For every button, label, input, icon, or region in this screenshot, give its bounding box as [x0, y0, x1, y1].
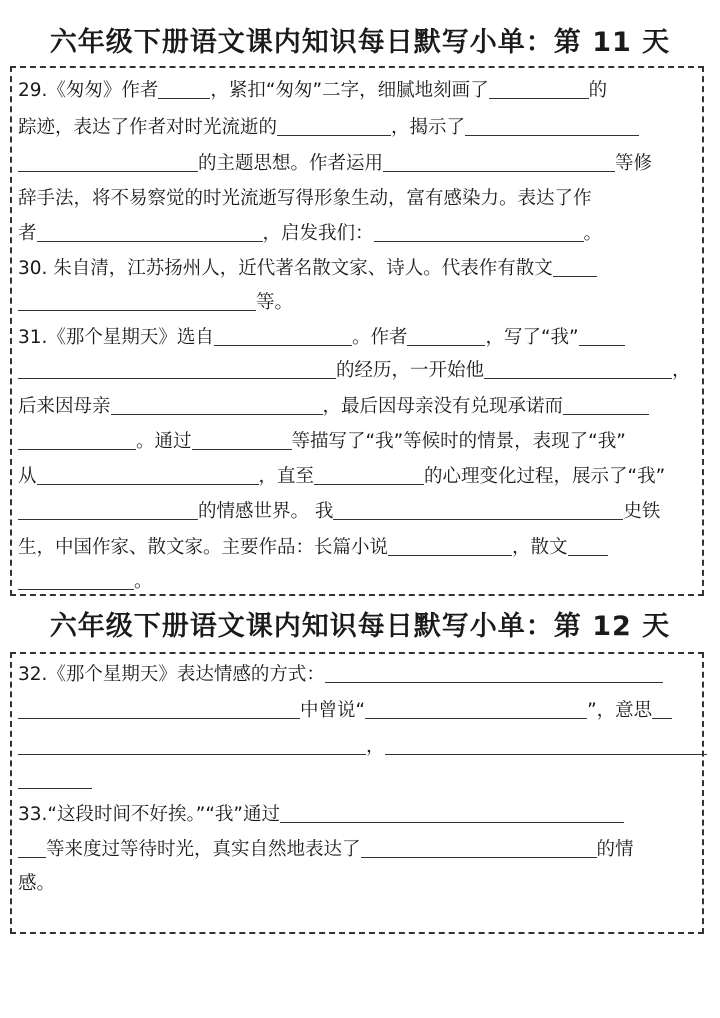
- q33-text-2: 等来度过等待时光，真实自然地表达了: [46, 839, 361, 860]
- blank-rhetoric[interactable]: [383, 151, 615, 172]
- q29-text-10: 。: [583, 223, 603, 244]
- blank-meaning-3[interactable]: [385, 734, 707, 755]
- q31-line-6: [18, 499, 660, 524]
- day11-title: 六年级下册语文课内知识每日默写小单：第 11 天: [49, 27, 671, 58]
- q31-text-6: 后来因母亲: [18, 396, 111, 417]
- blank-finally-1[interactable]: [563, 394, 649, 415]
- blank-q31-author[interactable]: [407, 325, 485, 346]
- q29-line-3: [18, 151, 652, 176]
- blank-expressed[interactable]: [37, 221, 263, 242]
- blank-experience-2[interactable]: [18, 358, 336, 379]
- q31-line-8: [18, 569, 153, 594]
- q29-text-4: ，揭示了: [391, 117, 466, 138]
- blank-prose-4[interactable]: [18, 569, 134, 590]
- q33-text-1: 33.“这段时间不好挨。”“我”通过: [18, 804, 281, 825]
- q31-line-1: [18, 325, 625, 350]
- blank-said-in[interactable]: [18, 698, 300, 719]
- q31-text-10: 从: [18, 466, 37, 487]
- q31-text-3: ，写了“我”: [485, 327, 579, 348]
- q29-text-9: ，启发我们：: [262, 223, 374, 244]
- q31-text-16: ，散文: [512, 537, 568, 558]
- q32-line-3: [18, 734, 707, 759]
- q31-line-2: [18, 358, 691, 383]
- blank-depicted[interactable]: [489, 78, 589, 99]
- q30-text-2: 等。: [256, 292, 294, 313]
- q31-text-17: 。: [134, 571, 153, 592]
- q29-text-3: 踪迹，表达了作者对时光流逝的: [18, 117, 278, 138]
- blank-at-first[interactable]: [484, 358, 672, 379]
- q31-text-15: 生，中国作家、散文家。主要作品：长篇小说: [18, 537, 389, 558]
- blank-author[interactable]: [158, 78, 210, 99]
- q29-text-5: 的主题思想。作者运用: [198, 153, 384, 174]
- q29-text-author: 29.《匆匆》作者: [18, 80, 159, 101]
- q31-text-12: 的心理变化过程，展示了“我”: [424, 466, 666, 487]
- blank-prose-1[interactable]: [553, 256, 597, 277]
- q29-line-4: [18, 187, 592, 211]
- q33-text-3: 的情: [596, 839, 634, 860]
- q31-text-13: 的情感世界。 我: [198, 501, 334, 522]
- q31-text-11: ，直至: [258, 466, 315, 487]
- q31-line-5: [18, 464, 665, 489]
- q29-line-2: [18, 115, 639, 140]
- q30-text-1: 30. 朱自清，江苏扬州人，近代著名散文家、诗人。代表作有散文: [18, 258, 553, 279]
- q29-text-7: 辞手法，将不易察觉的时光流逝写得形象生动，富有感染力。表达了作: [18, 188, 592, 209]
- q33-line-2: [18, 837, 634, 862]
- q31-text-5: ，: [672, 360, 691, 381]
- q31-text-14: 史铁: [623, 501, 661, 522]
- blank-experience-1[interactable]: [579, 325, 625, 346]
- blank-mother[interactable]: [111, 394, 323, 415]
- blank-until[interactable]: [314, 464, 424, 485]
- q29-line-5: [18, 221, 602, 246]
- q31-text-7: ，最后因母亲没有兑现承诺而: [322, 396, 564, 417]
- blank-from[interactable]: [37, 464, 259, 485]
- q33-line-1: [18, 802, 624, 827]
- blank-description[interactable]: [192, 429, 292, 450]
- q31-line-3: [18, 394, 649, 419]
- blank-through-1[interactable]: [280, 802, 624, 823]
- q30-line-2: [18, 290, 293, 315]
- q32-text-1: 32.《那个星期天》表达情感的方式：: [18, 664, 325, 685]
- blank-inspire[interactable]: [374, 221, 584, 242]
- blank-source[interactable]: [214, 325, 352, 346]
- q31-line-4: [18, 429, 626, 454]
- blank-emotion-way[interactable]: [325, 662, 663, 683]
- q29-text-8: 者: [18, 223, 37, 244]
- day12-question-box: [10, 652, 704, 934]
- q31-text-2: 。作者: [351, 327, 408, 348]
- q31-line-7: [18, 535, 608, 560]
- q31-text-4: 的经历，一开始他: [336, 360, 485, 381]
- q29-text-1: ，紧扣“匆匆”二字，细腻地刻画了: [210, 80, 489, 101]
- blank-reveal-2[interactable]: [18, 151, 198, 172]
- q32-text-3: ”，意思: [587, 700, 653, 721]
- q32-line-2: [18, 698, 672, 723]
- q30-line-1: [18, 256, 597, 281]
- q32-line-4: [18, 768, 92, 793]
- q29-text-2: 的: [588, 80, 608, 101]
- blank-me[interactable]: [333, 499, 623, 520]
- q31-text-9: 等描写了“我”等候时的情景，表现了“我”: [291, 431, 626, 452]
- q29-line-1: [18, 78, 607, 103]
- blank-emotion-world[interactable]: [18, 499, 198, 520]
- blank-expressed-emotion[interactable]: [361, 837, 597, 858]
- q32-line-1: [18, 662, 663, 687]
- blank-quote[interactable]: [365, 698, 587, 719]
- q33-text-4: 感。: [18, 873, 56, 894]
- q29-text-6: 等修: [615, 153, 653, 174]
- blank-reveal-1[interactable]: [465, 115, 639, 136]
- blank-prose-3[interactable]: [568, 535, 608, 556]
- q31-text-1: 31.《那个星期天》选自: [18, 327, 214, 348]
- q31-text-8: 。通过: [136, 431, 192, 452]
- blank-meaning-4[interactable]: [18, 768, 92, 789]
- blank-prose-2[interactable]: [18, 290, 256, 311]
- q32-text-4: ，: [366, 736, 385, 757]
- day12-title: 六年级下册语文课内知识每日默写小单：第 12 天: [49, 611, 671, 642]
- blank-meaning-1[interactable]: [652, 698, 672, 719]
- blank-novel[interactable]: [388, 535, 512, 556]
- blank-feeling[interactable]: [277, 115, 391, 136]
- q33-line-3: [18, 872, 55, 896]
- blank-finally-2[interactable]: [18, 429, 136, 450]
- q32-text-2: 中曾说“: [300, 700, 366, 721]
- blank-meaning-2[interactable]: [18, 734, 366, 755]
- blank-through-2[interactable]: [18, 837, 46, 858]
